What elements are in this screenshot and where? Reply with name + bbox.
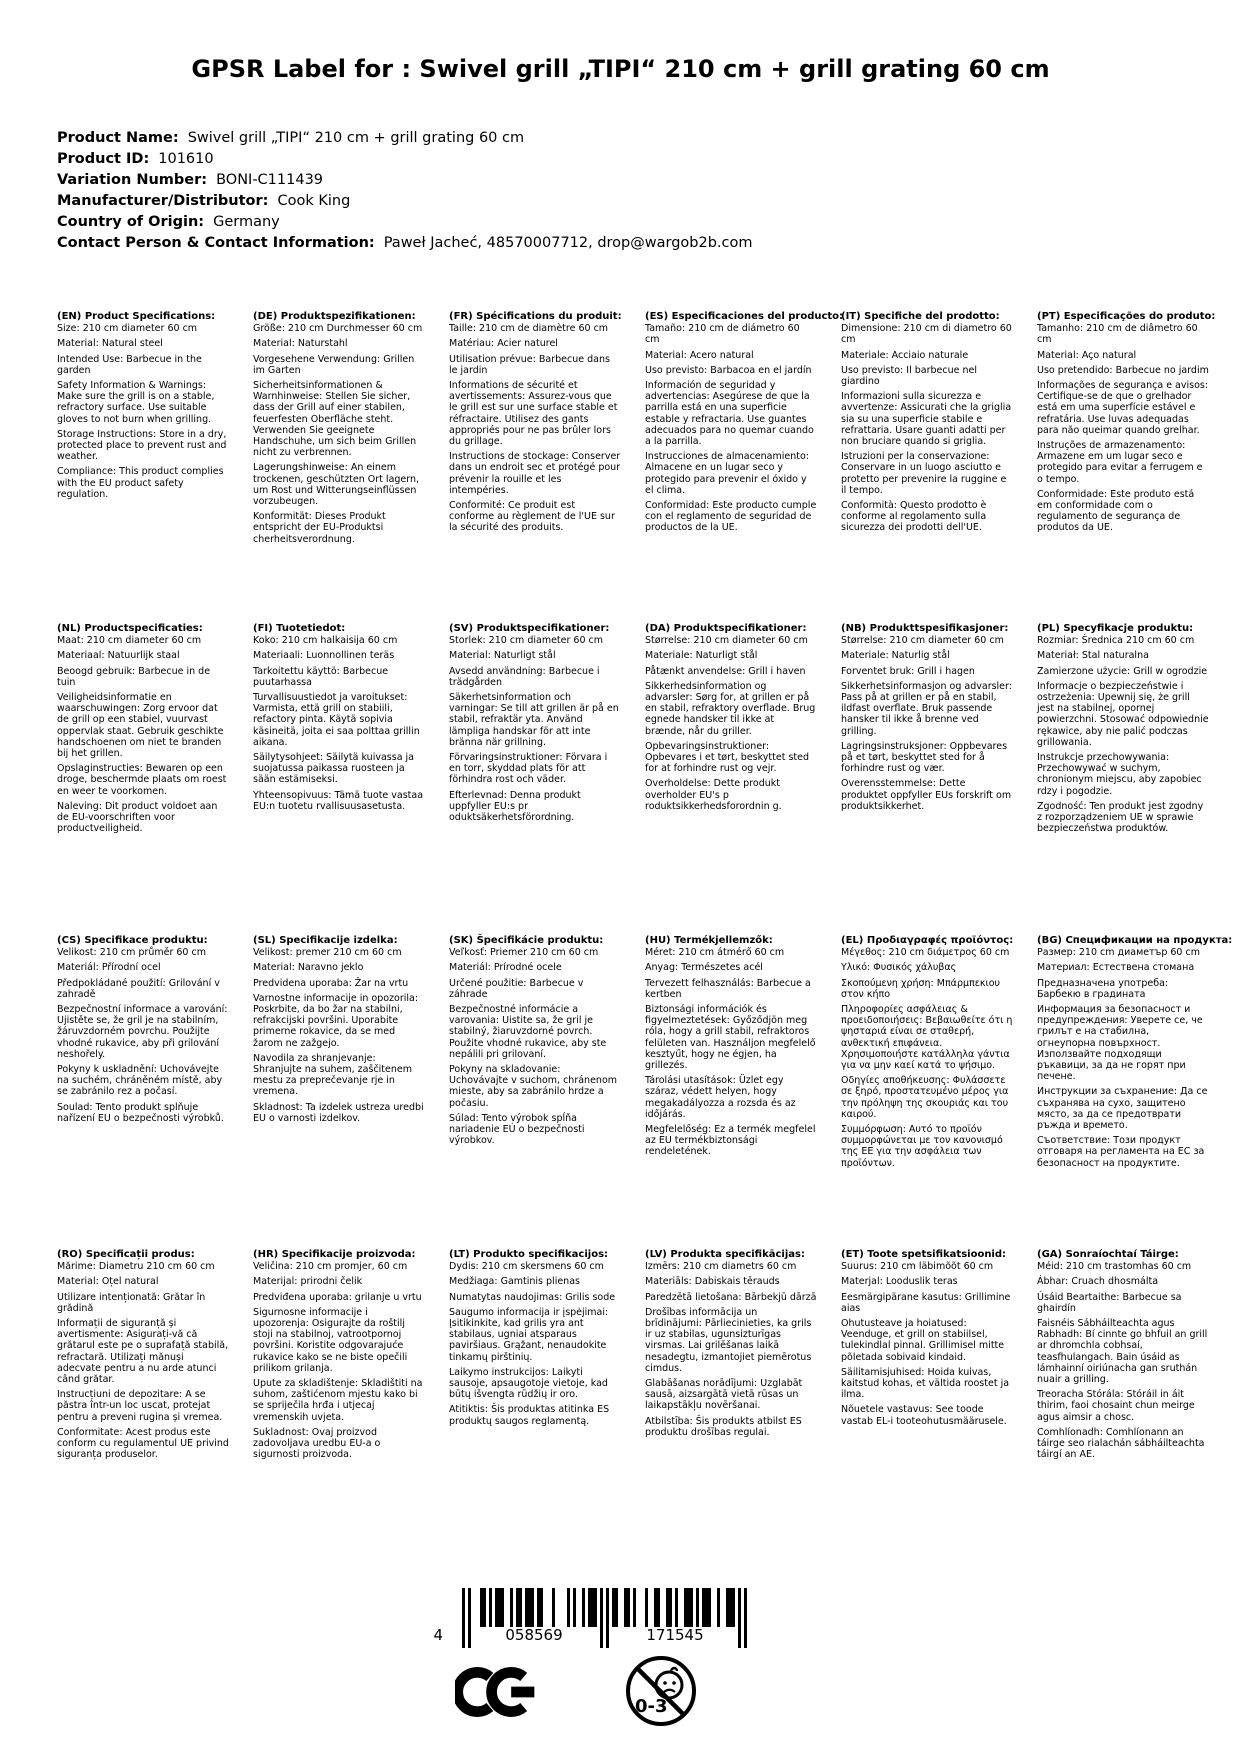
spec-paragraph: Comhlíonadh: Comhlíonann an táirge seo rialachán sábháilteachta táirgí an AE.	[1037, 1426, 1205, 1461]
spec-block-pl	[1037, 623, 1209, 935]
age-warning-text: 0-3	[635, 1696, 668, 1717]
spec-block-el	[841, 935, 1013, 1249]
product-info-value: 101610	[158, 151, 214, 167]
product-info-label: Variation Number:	[57, 172, 208, 188]
spec-paragraph: Bezpečnostní informace a varování: Ujistěte se, že gril je na stabilním, žáruvzdorném povrchu. Použijte vhodné rukavice, aby při grilování neshořely.	[57, 1004, 228, 1060]
spec-paragraph: Suurus: 210 cm läbimõõt 60 cm	[841, 1261, 994, 1273]
spec-paragraph: Opslaginstructies: Bewaren op een droge, beschermde plaats om roest en weer te voorkomen.	[57, 763, 227, 797]
spec-paragraph: Påtænkt anvendelse: Grill i haven	[645, 665, 806, 677]
spec-paragraph: Předpokládané použití: Grilování v zahradě	[57, 977, 220, 1000]
spec-paragraph: Sigurnosne informacije i upozorenja: Osigurajte da roštilj stoji na stabilnoj, vatrootpornoj površini. Koristite odgovarajuće rukavice kako se ne biste opečili prilikom grilanja.	[253, 1306, 408, 1374]
spec-paragraph: Pokyny na skladovanie: Uchovávajte v suchom, chránenom mieste, aby sa zabránilo hrdze a počasiu.	[449, 1064, 618, 1109]
barcode-left-group: 058569	[505, 1626, 563, 1644]
spec-grid	[57, 311, 1233, 1464]
spec-paragraph: Storlek: 210 cm diameter 60 cm	[449, 635, 603, 647]
spec-paragraph: Tervezett felhasználás: Barbecue a kertben	[645, 977, 811, 1000]
spec-paragraph: Materjal: Looduslik teras	[841, 1276, 958, 1288]
spec-paragraph: Lagringsinstruksjoner: Oppbevares på et tørt, beskyttet sted for å forhindre rust og vær.	[841, 740, 1008, 775]
spec-paragraph: Efterlevnad: Denna produkt uppfyller EU:s pr oduktsäkerhetsförordning.	[449, 789, 581, 824]
spec-paragraph: Instrucciones de almacenamiento: Almacene en un lugar seco y protegido para prevenir el óxido y el clima.	[645, 451, 809, 496]
spec-block-pt	[1037, 311, 1216, 623]
product-info-row	[57, 212, 753, 233]
spec-paragraph: Sukladnost: Ovaj proizvod zadovoljava uredbu EU-a o sigurnosti proizvoda.	[253, 1426, 381, 1461]
spec-paragraph: Rozmiar: Średnica 210 cm 60 cm	[1037, 635, 1195, 647]
spec-block-heading: (ES) Especificaciones del producto:	[645, 311, 844, 322]
spec-paragraph: Instrukcje przechowywania: Przechowywać w suchym, chronionym miejscu, aby zapobiec rdzy i pogodzie.	[1037, 752, 1202, 797]
spec-paragraph: Size: 210 cm diameter 60 cm	[57, 323, 198, 335]
spec-paragraph: Forventet bruk: Grill i hagen	[841, 665, 975, 677]
spec-paragraph: Material: Aço natural	[1037, 349, 1137, 361]
spec-block-heading: (CS) Specifikace produktu:	[57, 935, 208, 946]
spec-paragraph: Predviđena uporaba: grilanje u vrtu	[253, 1291, 422, 1303]
spec-block-en	[57, 311, 229, 623]
spec-paragraph: Materijal: prirodni čelik	[253, 1276, 363, 1288]
spec-paragraph: Sikkerhedsinformation og advarsler: Sørg for, at grillen er på en stabil, refraktory overflade. Brug egnede handsker til ikke at brænde, når du griller.	[645, 680, 816, 737]
spec-paragraph: Nõuetele vastavus: See toode vastab EL-i tooteohutusmäärusele.	[841, 1404, 1007, 1427]
spec-paragraph: Informacje o bezpieczeństwie i ostrzeżenia: Upewnij się, że grill jest na stabilnej, opornej powierzchni. Stosować odpowiednie rękawice, aby nie palić podczas grillowania.	[1037, 680, 1209, 748]
spec-paragraph: Förvaringsinstruktioner: Förvara i en torr, skyddad plats för att förhindra rost och väder.	[449, 752, 608, 786]
spec-paragraph: Veľkosť: Priemer 210 cm 60 cm	[449, 947, 599, 959]
spec-paragraph: Materiał: Stal naturalna	[1037, 650, 1149, 662]
spec-paragraph: Megfelelőség: Ez a termék megfelel az EU termékbiztonsági rendeletének.	[645, 1124, 816, 1158]
spec-paragraph: Material: Natural steel	[57, 338, 163, 350]
spec-block-sl	[253, 935, 425, 1249]
spec-paragraph: Soulad: Tento produkt splňuje nařízení EU o bezpečnosti výrobků.	[57, 1101, 224, 1124]
spec-block-heading: (ET) Toote spetsifikatsioonid:	[841, 1249, 1007, 1260]
spec-paragraph: Overholdelse: Dette produkt overholder EU's p roduktsikkerhedsforordnin g.	[645, 778, 782, 812]
spec-paragraph: Velikost: 210 cm průměr 60 cm	[57, 947, 206, 959]
spec-paragraph: Matériau: Acier naturel	[449, 338, 558, 350]
spec-paragraph: Säilitamisjuhised: Hoida kuivas, kaitstud kohas, et vältida roostet ja ilma.	[841, 1366, 1010, 1401]
spec-block-heading: (RO) Specificații produs:	[57, 1249, 195, 1260]
spec-block-heading: (EN) Product Specifications:	[57, 311, 216, 322]
spec-paragraph: Informazioni sulla sicurezza e avvertenze: Assicurati che la griglia sia su una superficie stabile e refrattaria. Usare guanti adatti per non bruciare quando si griglia.	[841, 391, 1012, 448]
spec-paragraph: Størrelse: 210 cm diameter 60 cm	[841, 635, 1004, 647]
product-info-row	[57, 191, 753, 212]
spec-paragraph: Upute za skladištenje: Skladištiti na suhom, zaštićenom mjestu kako bi se spriječila hrđa i utjecaj vremenskih uvjeta.	[253, 1378, 423, 1423]
spec-paragraph: Compliance: This product complies with the EU product safety regulation.	[57, 466, 224, 500]
spec-block-sk	[449, 935, 621, 1249]
spec-paragraph: Bezpečnostné informácie a varovania: Uistite sa, že gril je stabilný, žiaruvzdorné povrch. Použite vhodné rukavice, aby ste nepálili pri grilovaní.	[449, 1004, 607, 1060]
product-info-value: Germany	[213, 214, 280, 230]
spec-paragraph: Material: Naravno jeklo	[253, 962, 364, 974]
spec-paragraph: Utilizare intenționată: Grătar în grădină	[57, 1291, 206, 1314]
spec-paragraph: Atbilstība: Šis produkts atbilst ES produktu drošības regulai.	[645, 1415, 802, 1438]
spec-block-nl	[57, 623, 229, 935]
spec-paragraph: Materiale: Acciaio naturale	[841, 349, 969, 361]
product-info-row	[57, 233, 753, 254]
spec-paragraph: Säilytysohjeet: Säilytä kuivassa ja suojatussa paikassa ruosteen ja sään estämiseksi.	[253, 752, 414, 786]
spec-paragraph: Πληροφορίες ασφάλειας & προειδοποιήσεις: Βεβαιωθείτε ότι η ψησταριά είναι σε σταθερή, ανθεκτική επιφάνεια. Χρησιμοποιήστε κατάλληλα γάντια για να μην καεί κατά το ψήσιμο.	[841, 1004, 1013, 1072]
spec-paragraph: Anyag: Természetes acél	[645, 962, 763, 974]
spec-paragraph: Varnostne informacije in opozorila: Poskrbite, da bo žar na stabilni, refrakcijski površini. Uporabite primerne rokavice, da se med žarom ne zažgejo.	[253, 992, 419, 1049]
spec-paragraph: Faisnéis Sábháilteachta agus Rabhadh: Bí cinnte go bhfuil an grill ar dhromchla cobhsaí, teasfhulangach. Bain úsáid as lámhainní oiriúnacha gan sruthán nuair a grilling.	[1037, 1318, 1208, 1386]
product-info-label: Manufacturer/Distributor:	[57, 193, 269, 209]
spec-block-heading: (SV) Produktspecifikationer:	[449, 623, 610, 634]
spec-paragraph: Yhteensopivuus: Tämä tuote vastaa EU:n tuotetu rvallisuusasetusta.	[253, 789, 424, 812]
spec-paragraph: Informações de segurança e avisos: Certifique-se de que o grelhador está em uma superfície estável e refratária. Use luvas adequadas para não queimar quando grelhar.	[1037, 380, 1209, 436]
product-info-value: Cook King	[277, 193, 351, 209]
spec-paragraph: Turvallisuustiedot ja varoitukset: Varmista, että grill on stabiili, refactory pinta. Käytä sopivia käsineitä, joita ei saa polttaa grillin aikana.	[253, 692, 420, 748]
spec-paragraph: Laikymo instrukcijos: Laikyti sausoje, apsaugotoje vietoje, kad būtų išvengta rūdžių ir oro.	[449, 1366, 608, 1401]
spec-paragraph: Υλικό: Φυσικός χάλυβας	[841, 962, 957, 974]
spec-paragraph: Информация за безопасност и предупреждения: Уверете се, че грилът е на стабилна, огнеупорна повърхност. Използвайте подходящи ръкавици, за да не горят при печене.	[1037, 1004, 1203, 1083]
spec-block-hu	[645, 935, 817, 1249]
spec-paragraph: Opbevaringsinstruktioner: Opbevares i et tørt, beskyttet sted for at forhindre rust og vejr.	[645, 740, 809, 775]
spec-block-nb	[841, 623, 1013, 935]
spec-paragraph: Úsáid Beartaithe: Barbecue sa ghairdín	[1037, 1291, 1182, 1314]
spec-paragraph: Naleving: Dit product voldoet aan de EU-voorschriften voor productveiligheid.	[57, 800, 218, 835]
spec-paragraph: Предназначена употреба: Барбекю в градината	[1037, 977, 1169, 1000]
spec-block-heading: (NL) Productspecificaties:	[57, 623, 203, 634]
spec-paragraph: Sicherheitsinformationen & Warnhinweise: Stellen Sie sicher, dass der Grill auf einer stabilen, feuerfesten Oberfläche steht. Verwenden Sie geeignete Handschuhe, um sich beim Grillen nicht zu verbrennen.	[253, 380, 417, 459]
spec-paragraph: Súlad: Tento výrobok spĺňa nariadenie EÚ o bezpečnosti výrobkov.	[449, 1112, 585, 1147]
spec-paragraph: Velikost: premer 210 cm 60 cm	[253, 947, 402, 959]
spec-paragraph: Sikkerhetsinformasjon og advarsler: Pass på at grillen er på en stabil, ildfast overflate. Bruk passende hansker til ikke å brenne ved grilling.	[841, 680, 1012, 737]
spec-block-heading: (GA) Sonraíochtaí Táirge:	[1037, 1249, 1179, 1260]
spec-paragraph: Størrelse: 210 cm diameter 60 cm	[645, 635, 808, 647]
spec-block-heading: (DA) Produktspecifikationer:	[645, 623, 807, 634]
spec-paragraph: Material: Naturligt stål	[449, 650, 556, 662]
spec-block-fi	[253, 623, 425, 935]
spec-paragraph: Uso previsto: Barbacoa en el jardín	[645, 364, 812, 376]
spec-paragraph: Größe: 210 cm Durchmesser 60 cm	[253, 323, 423, 335]
spec-block-heading: (LV) Produkta specifikācijas:	[645, 1249, 805, 1260]
spec-paragraph: Dydis: 210 cm skersmens 60 cm	[449, 1261, 604, 1273]
spec-paragraph: Intended Use: Barbecue in the garden	[57, 353, 202, 376]
product-info-label: Product ID:	[57, 151, 150, 167]
spec-paragraph: Material: Oțel natural	[57, 1276, 159, 1288]
spec-paragraph: Lagerungshinweise: An einem trockenen, geschützten Ort lagern, um Rost und Witterungseinflüssen vorzubeugen.	[253, 462, 420, 508]
spec-paragraph: Conformidade: Este produto está em conformidade com o regulamento de segurança de produtos da UE.	[1037, 488, 1195, 534]
product-info-value: Paweł Jacheć, 48570007712, drop@wargob2b.com	[383, 235, 753, 251]
spec-paragraph: Atitiktis: Šis produktas atitinka ES produktų saugos reglamentą.	[449, 1404, 610, 1427]
product-info	[57, 128, 753, 254]
spec-paragraph: Koko: 210 cm halkaisija 60 cm	[253, 635, 398, 647]
spec-paragraph: Materiāls: Dabiskais tērauds	[645, 1276, 780, 1288]
spec-paragraph: Materiál: Přírodní ocel	[57, 962, 161, 974]
spec-paragraph: Eesmärgipärane kasutus: Grillimine aias	[841, 1291, 1011, 1314]
spec-paragraph: Uso previsto: Il barbecue nel giardino	[841, 364, 977, 388]
spec-paragraph: Dimensione: 210 cm di diametro 60 cm	[841, 323, 1012, 346]
spec-paragraph: Tarkoitettu käyttö: Barbecue puutarhassa	[253, 665, 389, 688]
page-title: GPSR Label for : Swivel grill „TIPI“ 210 cm + grill grating 60 cm	[191, 55, 1050, 83]
spec-paragraph: Taille: 210 cm de diamètre 60 cm	[449, 323, 609, 335]
spec-paragraph: Tamaño: 210 cm de diámetro 60 cm	[645, 323, 800, 346]
spec-paragraph: Safety Information & Warnings: Make sure the grill is on a stable, refractory surface. Use suitable gloves to not burn when grilling.	[57, 380, 215, 425]
spec-paragraph: Material: Naturstahl	[253, 338, 348, 350]
spec-paragraph: Istruzioni per la conservazione: Conservare in un luogo asciutto e protetto per prevenire la ruggine e il tempo.	[841, 451, 1007, 496]
spec-paragraph: Conformitate: Acest produs este conform cu regulamentul UE privind siguranța produselor.	[57, 1426, 229, 1461]
spec-paragraph: Conformidad: Este producto cumple con el reglamento de seguridad de productos de la UE.	[645, 500, 817, 534]
spec-paragraph: Размер: 210 cm диаметър 60 cm	[1037, 947, 1200, 959]
product-info-value: Swivel grill „TIPI“ 210 cm + grill grating 60 cm	[187, 130, 525, 146]
spec-block-ga	[1037, 1249, 1209, 1464]
spec-block-heading: (SL) Specifikacije izdelka:	[253, 935, 398, 946]
spec-paragraph: Materiaali: Luonnollinen teräs	[253, 650, 395, 662]
product-info-row	[57, 149, 753, 170]
spec-block-de	[253, 311, 425, 623]
product-info-label: Country of Origin:	[57, 214, 205, 230]
spec-paragraph: Zamierzone użycie: Grill w ogrodzie	[1037, 665, 1208, 677]
spec-paragraph: Tárolási utasítások: Üzlet egy száraz, védett helyen, hogy megakadályozza a rozsda és az időjárás.	[645, 1075, 796, 1120]
spec-paragraph: Материал: Естествена стомана	[1037, 962, 1195, 974]
spec-paragraph: Tamanho: 210 cm de diâmetro 60 cm	[1037, 323, 1198, 346]
spec-paragraph: Instrucțiuni de depozitare: A se păstra într-un loc uscat, protejat pentru a preveni rugina și vremea.	[57, 1389, 223, 1423]
barcode-first-digit: 4	[433, 1626, 443, 1644]
spec-block-heading: (IT) Specifiche del prodotto:	[841, 311, 1000, 322]
spec-paragraph: Avsedd användning: Barbecue i trädgården	[449, 665, 600, 688]
spec-paragraph: Biztonsági információk és figyelmeztetések: Győződjön meg róla, hogy a grill stabil, refraktoros felületen van. Használjon megfelelő kesztyűt, hogy ne égjen, ha grillezés.	[645, 1004, 816, 1072]
spec-paragraph: Ábhar: Cruach dhosmálta	[1037, 1276, 1159, 1288]
spec-paragraph: Uso pretendido: Barbecue no jardim	[1037, 364, 1209, 376]
spec-paragraph: Materiál: Prírodné ocele	[449, 962, 562, 974]
spec-block-heading: (EL) Προδιαγραφές προϊόντος:	[841, 935, 1014, 946]
spec-paragraph: Paredzētā lietošana: Bārbekjū dārzā	[645, 1291, 817, 1303]
spec-block-da	[645, 623, 817, 935]
spec-block-heading: (NB) Produkttspesifikasjoner:	[841, 623, 1009, 634]
spec-paragraph: Mărime: Diametru 210 cm 60 cm	[57, 1261, 215, 1273]
ean13-barcode	[433, 1588, 747, 1650]
spec-paragraph: Materiale: Naturligt stål	[645, 650, 758, 662]
spec-paragraph: Συμμόρφωση: Αυτό το προϊόν συμμορφώνεται με τον κανονισμό της ΕΕ για την ασφάλεια των προϊόντων.	[841, 1124, 1003, 1169]
spec-block-heading: (BG) Спецификации на продукта:	[1037, 935, 1233, 946]
spec-block-heading: (PL) Specyfikacje produktu:	[1037, 623, 1194, 634]
spec-block-it	[841, 311, 1013, 623]
spec-paragraph: Treoracha Stórála: Stóráil in áit thirim, faoi chosaint chun meirge agus aimsir a chosc.	[1037, 1389, 1195, 1423]
spec-block-heading: (DE) Produktspezifikationen:	[253, 311, 416, 322]
spec-paragraph: Izmērs: 210 cm diametrs 60 cm	[645, 1261, 797, 1273]
spec-paragraph: Medžiaga: Gamtinis plienas	[449, 1276, 580, 1288]
spec-block-heading: (FR) Spécifications du produit:	[449, 311, 622, 322]
spec-paragraph: Conformità: Questo prodotto è conforme al regolamento sulla sicurezza dei prodotti dell'UE.	[841, 500, 987, 534]
spec-block-heading: (FI) Tuotetiedot:	[253, 623, 346, 634]
product-info-label: Product Name:	[57, 130, 179, 146]
spec-paragraph: Vorgesehene Verwendung: Grillen im Garten	[253, 353, 415, 376]
spec-paragraph: Informations de sécurité et avertissements: Assurez-vous que le grill est sur une surface stable et réfractaire. Utilisez des gants appropriés pour ne pas brûler lors du grillage.	[449, 380, 618, 448]
spec-paragraph: Méid: 210 cm trastomhas 60 cm	[1037, 1261, 1192, 1273]
spec-paragraph: Pokyny k uskladnění: Uchovávejte na suchém, chráněném místě, aby se zabránilo rez a počasí.	[57, 1064, 223, 1098]
ce-mark-icon	[455, 1662, 537, 1722]
spec-paragraph: Información de seguridad y advertencias: Asegúrese de que la parrilla está en una superficie estable y refractaria. Use guantes adecuados para no quemar cuando a la parrilla.	[645, 380, 814, 448]
spec-paragraph: Zgodność: Ten produkt jest zgodny z rozporządzeniem UE w sprawie bezpieczeństwa produktów.	[1037, 800, 1204, 835]
spec-paragraph: Materiale: Naturlig stål	[841, 650, 950, 662]
spec-paragraph: Saugumo informacija ir įspėjimai: Įsitikinkite, kad grilis yra ant stabilaus, ugniai atsparaus paviršiaus. Grąžant, nenaudokite tinkamų pirštinių.	[449, 1306, 609, 1363]
spec-paragraph: Navodila za shranjevanje: Shranjujte na suhem, zaščitenem mestu za preprečevanje rje in vremena.	[253, 1052, 412, 1098]
age-warning-0-3-icon	[624, 1654, 698, 1728]
spec-block-sv	[449, 623, 621, 935]
spec-paragraph: Méret: 210 cm átmérő 60 cm	[645, 947, 785, 959]
spec-paragraph: Veiligheidsinformatie en waarschuwingen: Zorg ervoor dat de grill op een stabiel, vuurvast oppervlak staat. Gebruik geschikte handschoenen om niet te branden bij het grillen.	[57, 692, 224, 760]
spec-block-bg	[1037, 935, 1233, 1249]
spec-paragraph: Οδηγίες αποθήκευσης: Φυλάσσετε σε ξηρό, προστατευμένο μέρος για την πρόληψη της σκουριάς και του καιρού.	[841, 1075, 1009, 1120]
spec-paragraph: Beoogd gebruik: Barbecue in de tuin	[57, 665, 211, 688]
spec-paragraph: Materiaal: Natuurlijk staal	[57, 650, 180, 662]
spec-paragraph: Skladnost: Ta izdelek ustreza uredbi EU o varnosti izdelkov.	[253, 1101, 424, 1124]
spec-block-heading: (LT) Produkto specifikacijos:	[449, 1249, 609, 1260]
spec-paragraph: Určené použitie: Barbecue v záhrade	[449, 977, 584, 1000]
product-info-label: Contact Person & Contact Information:	[57, 235, 375, 251]
spec-paragraph: Ohutusteave ja hoiatused: Veenduge, et grill on stabiilsel, tulekindlal pinnal. Grillimisel mitte põletada sobivaid kindaid.	[841, 1318, 1005, 1363]
spec-paragraph: Overensstemmelse: Dette produktet oppfyller EUs forskrift om produktsikkerhet.	[841, 778, 1012, 812]
spec-paragraph: Drošības informācija un brīdinājumi: Pārliecinieties, ka grils ir uz stabilas, ugunsizturīgas virsmas. Lai grilēšanas laikā nesadegtu, izmantojiet piemērotus cimdus.	[645, 1306, 812, 1374]
product-info-row	[57, 128, 753, 149]
spec-block-lv	[645, 1249, 817, 1464]
spec-paragraph: Μέγεθος: 210 cm διάμετρος 60 cm	[841, 947, 1010, 959]
spec-paragraph: Instruções de armazenamento: Armazene em um lugar seco e protegido para evitar a ferrugem e o tempo.	[1037, 440, 1203, 485]
product-info-row	[57, 170, 753, 191]
spec-block-fr	[449, 311, 621, 623]
spec-paragraph: Predvidena uporaba: Žar na vrtu	[253, 977, 409, 989]
spec-paragraph: Utilisation prévue: Barbecue dans le jardin	[449, 353, 610, 376]
spec-block-et	[841, 1249, 1013, 1464]
spec-block-heading: (SK) Špecifikácie produktu:	[449, 935, 604, 946]
spec-paragraph: Storage Instructions: Store in a dry, protected place to prevent rust and weather.	[57, 428, 227, 463]
spec-block-heading: (PT) Especificações do produto:	[1037, 311, 1216, 322]
spec-paragraph: Säkerhetsinformation och varningar: Se till att grillen är på en stabil, refraktär yta. Använd lämpliga handskar för att inte bränna när grillning.	[449, 692, 619, 748]
spec-paragraph: Instructions de stockage: Conserver dans un endroit sec et protégé pour prévenir la rouille et les intempéries.	[449, 451, 621, 496]
spec-paragraph: Material: Acero natural	[645, 349, 754, 361]
spec-paragraph: Konformität: Dieses Produkt entspricht der EU-Produktsi cherheitsverordnung.	[253, 511, 386, 545]
spec-block-heading: (HR) Specifikacije proizvoda:	[253, 1249, 416, 1260]
spec-paragraph: Glabāšanas norādījumi: Uzglabāt sausā, aizsargātā vietā rūsas un laikapstākļu novēršanai.	[645, 1378, 803, 1412]
spec-block-hr	[253, 1249, 425, 1464]
product-info-value: BONI-C111439	[216, 172, 324, 188]
spec-paragraph: Maat: 210 cm diameter 60 cm	[57, 635, 202, 647]
spec-paragraph: Numatytas naudojimas: Grilis sode	[449, 1291, 616, 1303]
spec-paragraph: Съответствие: Този продукт отговаря на регламента на ЕС за безопасност на продуктите.	[1037, 1135, 1205, 1169]
spec-paragraph: Σκοπούμενη χρήση: Μπάρμπεκιου στον κήπο	[841, 977, 1000, 1000]
spec-paragraph: Инструкции за съхранение: Да се съхранява на сухо, защитено място, за да се предотврати ръжда и времето.	[1037, 1086, 1208, 1132]
spec-block-cs	[57, 935, 229, 1249]
spec-block-es	[645, 311, 844, 623]
spec-block-heading: (HU) Termékjellemzők:	[645, 935, 773, 946]
spec-paragraph: Conformité: Ce produit est conforme au règlement de l'UE sur la sécurité des produits.	[449, 500, 615, 534]
spec-block-ro	[57, 1249, 229, 1464]
spec-paragraph: Veličina: 210 cm promjer, 60 cm	[253, 1261, 408, 1273]
spec-block-lt	[449, 1249, 621, 1464]
barcode-right-group: 171545	[646, 1626, 704, 1644]
spec-paragraph: Informații de siguranță și avertismente: Asigurați-vă că grătarul este pe o suprafață stabilă, refractară. Utilizați mănuși adecvate pentru a nu arde atunci când grătar.	[57, 1318, 229, 1386]
